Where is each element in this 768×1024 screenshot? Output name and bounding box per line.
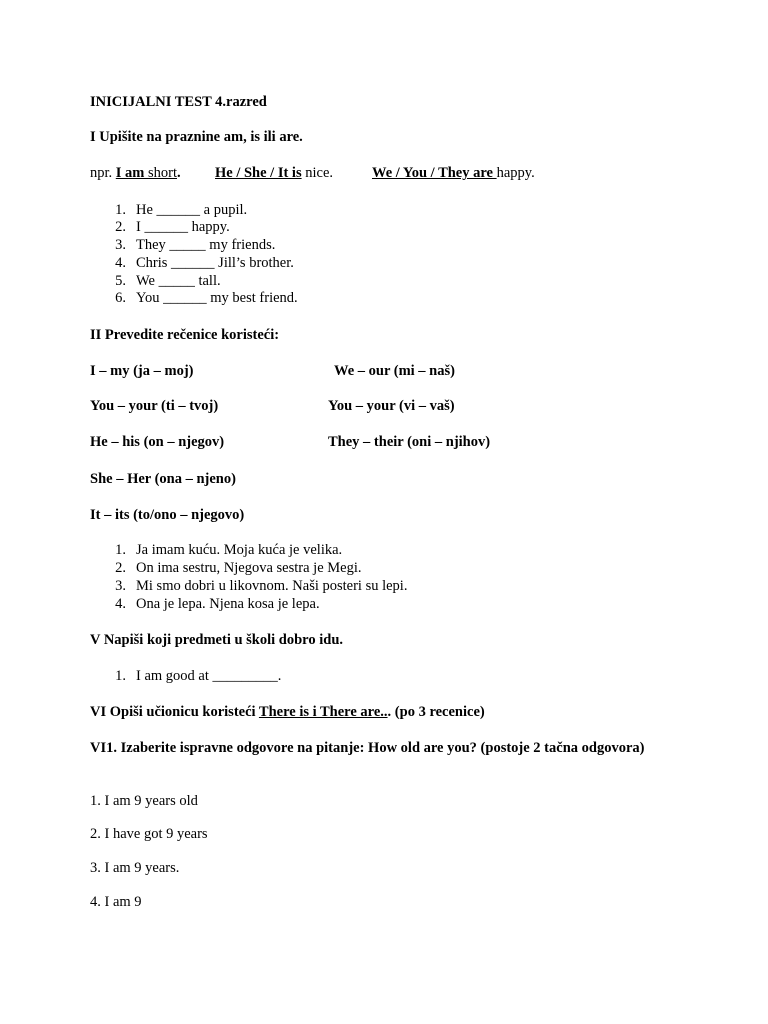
section-2-item-2: 2. On ima sestru, Njegova sestra je Megi. <box>115 560 362 576</box>
section-1-item-3: 3. They _____ my friends. <box>115 237 276 253</box>
section-1-item-5: 5. We _____ tall. <box>115 273 221 289</box>
pronoun-right-1: We – our (mi – naš) <box>334 363 455 379</box>
example-prefix: npr. <box>90 165 116 181</box>
example-1-rest: short <box>148 165 178 181</box>
section-2-item-4: 4. Ona je lepa. Njena kosa je lepa. <box>115 596 320 612</box>
example-2-rest: nice. <box>301 165 334 181</box>
section-2-item-3: 3. Mi smo dobri u likovnom. Naši posteri su lepi. <box>115 578 408 594</box>
section-7-heading: VI1. Izaberite ispravne odgovore na pitanje: How old are you? (postoje 2 tačna odgovora) <box>90 740 645 756</box>
section-6-heading-post: . (po 3 recenice) <box>387 704 485 720</box>
example-2 <box>215 165 333 182</box>
example-line <box>90 165 181 182</box>
example-1-bold: I am <box>115 165 149 181</box>
section-1-item-6: 6. You ______ my best friend. <box>115 290 298 306</box>
pronoun-left-3: He – his (on – njegov) <box>90 434 225 450</box>
example-1-dot: . <box>177 165 181 181</box>
section-5-item-1: 1. I am good at _________. <box>115 668 282 684</box>
pronoun-left-5: It – its (to/ono – njegovo) <box>90 507 245 523</box>
pronoun-right-3: They – their (oni – njihov) <box>328 434 491 450</box>
answer-2: 2. I have got 9 years <box>90 826 208 842</box>
example-3-bold: We / You / They are <box>372 165 497 181</box>
pronoun-right-2: You – your (vi – vaš) <box>328 398 455 414</box>
test-title: INICIJALNI TEST 4.razred <box>90 94 267 110</box>
example-3 <box>372 165 535 182</box>
section-1-item-4: 4. Chris ______ Jill’s brother. <box>115 255 294 271</box>
answer-4: 4. I am 9 <box>90 894 142 910</box>
section-2-heading: II Prevedite rečenice koristeći: <box>90 327 280 343</box>
example-2-bold: He / She / It is <box>215 165 302 181</box>
pronoun-left-1: I – my (ja – moj) <box>90 363 194 379</box>
section-1-heading: I Upišite na praznine am, is ili are. <box>90 129 303 145</box>
section-6-heading-pre: VI Opiši učionicu koristeći <box>90 704 259 720</box>
section-6-heading <box>90 704 485 721</box>
section-1-item-2: 2. I ______ happy. <box>115 219 230 235</box>
section-2-item-1: 1. Ja imam kuću. Moja kuća je velika. <box>115 542 343 558</box>
answer-1: 1. I am 9 years old <box>90 793 198 809</box>
section-5-heading: V Napiši koji predmeti u školi dobro idu. <box>90 632 344 648</box>
answer-3: 3. I am 9 years. <box>90 860 180 876</box>
section-6-heading-underlined: There is i There are.. <box>258 704 388 720</box>
pronoun-left-2: You – your (ti – tvoj) <box>90 398 219 414</box>
pronoun-left-4: She – Her (ona – njeno) <box>90 471 236 487</box>
section-1-item-1: 1. He ______ a pupil. <box>115 202 248 218</box>
example-3-rest: happy. <box>496 165 535 181</box>
